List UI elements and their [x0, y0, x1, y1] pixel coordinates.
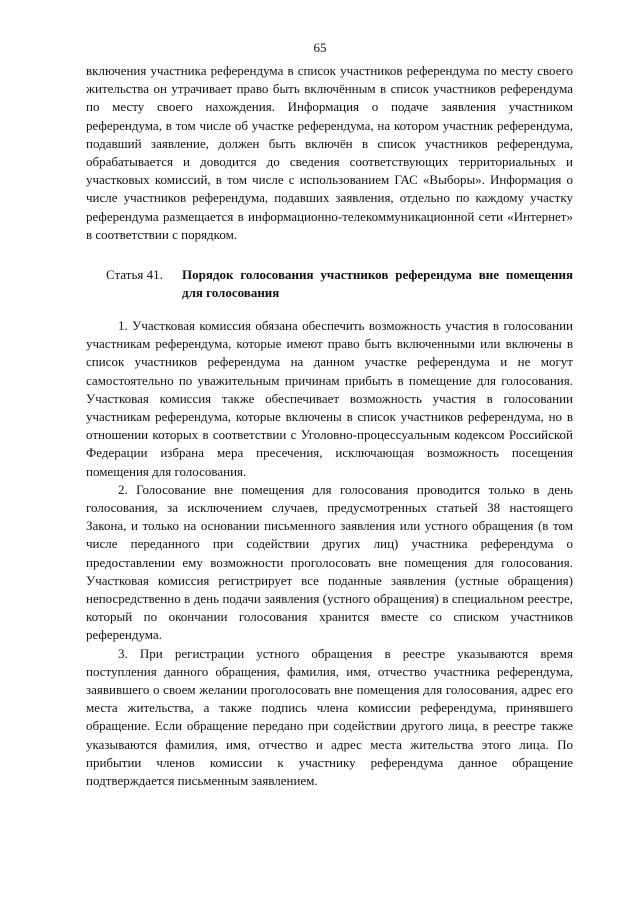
article-number: Статья 41.: [106, 267, 163, 282]
paragraph-3: 3. При регистрации устного обращения в реестре указываются время поступления данного обращения, фамилия, имя, отчество участника референдума, заявившего о своем желании проголосовать вне помещения для голосования, адрес его места жительства, а также подпись члена комиссии референдума, принявшего обращение. Если обращение передано при содействии другого лица, в реестре также указываются фамилия, имя, отчество и адрес места жительства этого лица. По прибытии членов комиссии к участнику референдума данное обращение подтверждается письменным заявлением.: [86, 645, 573, 789]
paragraph-2: 2. Голосование вне помещения для голосования проводится только в день голосования, за исключением случаев, предусмотренных статьей 38 настоящего Закона, и только на основании письменного заявления или устного обращения (в том числе переданного при содействии других лиц) участника референдума о предоставлении ему возможности проголосовать вне помещения для голосования. Участковая комиссия регистрирует все поданные заявления (устные обращения) непосредственно в день подачи заявления (устного обращения) в специальном реестре, который по окончании голосования хранится вместе со списком участников референдума.: [86, 481, 573, 643]
paragraph-1: 1. Участковая комиссия обязана обеспечить возможность участия в голосовании участникам референдума, которые имеют право быть включенными или включены в список участников референдума на данном участке референдума и не могут самостоятельно по уважительным причинам прибыть в помещение для голосования. Участковая комиссия также обеспечивает возможность участия в голосовании участникам референдума, которые включены в список участников референдума, но в отношении которых в соответствии с Уголовно-процессуальным кодексом Российской Федерации избрана мера пресечения, исключающая возможность посещения помещения для голосования.: [86, 318, 573, 479]
article-heading: [106, 266, 573, 302]
page-number: 65: [313, 40, 327, 55]
intro-paragraph: включения участника референдума в список участников референдума по месту своего жительства он утрачивает право быть включённым в список участников референдума по месту своего нахождения. Информация о подаче заявления участником референдума, в том числе об участке референдума, на котором участник референдума, подавший заявление, должен быть включён в список участников референдума, обрабатывается и доводится до сведения соответствующих территориальных и участковых комиссий, в том числе с использованием ГАС «Выборы». Информация о числе участников референдума, подавших заявления, отдельно по каждому участку референдума размещается в информационно-телекоммуникационной сети «Интернет» в соответствии с порядком.: [86, 63, 573, 242]
article-body: [86, 317, 573, 790]
article-title: Порядок голосования участников референдума вне помещения для голосования: [182, 267, 573, 301]
